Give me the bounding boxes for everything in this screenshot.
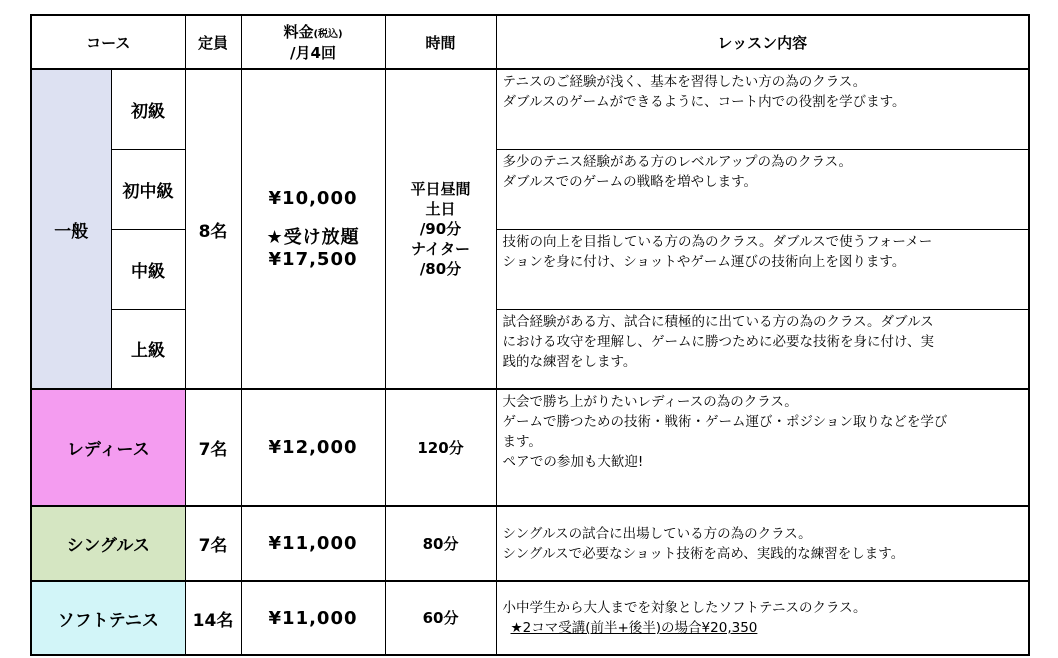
soft-capacity: 14名: [185, 581, 241, 655]
desc-line: 多少のテニス経験がある方のレベルアップの為のクラス。: [502, 153, 853, 170]
desc-line: 大会で勝ち上がりたいレディースの為のクラス。: [502, 394, 798, 410]
singles-capacity: 7名: [185, 506, 241, 581]
level-description: [496, 149, 1029, 229]
desc-line: ます。: [502, 434, 542, 450]
time-line: 土日: [425, 200, 456, 218]
time-line: /90分: [419, 220, 462, 238]
singles-course-name: シングルス: [31, 506, 185, 581]
ladies-capacity: 7名: [185, 389, 241, 506]
ladies-fee: ¥12,000: [241, 389, 385, 506]
level-description: [496, 69, 1029, 149]
table-row: [31, 506, 1029, 581]
soft-note: ★2コマ受講(前半+後半)の場合¥20,350: [510, 620, 758, 636]
level-name: 中級: [111, 229, 185, 309]
level-description: [496, 309, 1029, 389]
general-fee-regular: ¥10,000: [268, 188, 358, 209]
desc-line: シングルスで必要なショット技術を高め、実践的な練習をします。: [502, 545, 905, 562]
header-content: レッスン内容: [496, 15, 1029, 69]
singles-description: [496, 506, 1029, 581]
soft-fee: ¥11,000: [241, 581, 385, 655]
header-fee: [241, 15, 385, 69]
desc-line: 小中学生から大人までを対象としたソフトテニスのクラス。: [502, 600, 867, 616]
desc-line: における攻守を理解し、ゲームに勝つために必要な技術を身に付け、実: [502, 333, 934, 350]
general-fee: [241, 69, 385, 389]
desc-line: 試合経験がある方、試合に積極的に出ている方の為のクラス。ダブルス: [502, 313, 934, 330]
time-line: ナイター: [411, 240, 470, 258]
header-row: [31, 15, 1029, 69]
header-time: 時間: [385, 15, 496, 69]
ladies-course-name: レディース: [31, 389, 185, 506]
header-fee-tax: (税込): [313, 28, 343, 40]
soft-description: [496, 581, 1029, 655]
ladies-time: 120分: [385, 389, 496, 506]
general-course-name: 一般: [31, 69, 111, 389]
soft-course-name: ソフトテニス: [31, 581, 185, 655]
level-name: 上級: [111, 309, 185, 389]
table-row: [31, 69, 1029, 149]
singles-fee: ¥11,000: [241, 506, 385, 581]
level-name: 初中級: [111, 149, 185, 229]
desc-line: テニスのご経験が浅く、基本を習得したい方の為のクラス。: [502, 74, 867, 90]
table-row: [31, 581, 1029, 655]
general-fee-unlimited: ¥17,500: [268, 249, 358, 270]
desc-line: 技術の向上を目指している方の為のクラス。ダブルスで使うフォーメー: [502, 233, 933, 250]
time-line: /80分: [419, 260, 462, 278]
soft-time: 60分: [385, 581, 496, 655]
course-table: [30, 14, 1030, 656]
table-row: [31, 309, 1029, 389]
header-course: コース: [31, 15, 185, 69]
general-time: [385, 69, 496, 389]
singles-time: 80分: [385, 506, 496, 581]
desc-line: ダブルスのゲームができるように、コート内での役割を学びます。: [502, 94, 906, 110]
table-row: [31, 389, 1029, 506]
desc-line: シングルスの試合に出場している方の為のクラス。: [502, 525, 812, 542]
desc-line: 践的な練習をします。: [502, 353, 637, 370]
general-fee-unlimited-label: ★受け放題: [266, 227, 360, 248]
ladies-description: [496, 389, 1029, 506]
desc-line: ダブルスでのゲームの戦略を増やします。: [502, 173, 757, 190]
desc-line: ゲームで勝つための技術・戦術・ゲーム運び・ポジション取りなどを学び: [502, 414, 948, 430]
level-description: [496, 229, 1029, 309]
header-fee-main: 料金: [283, 22, 314, 41]
header-fee-per: /月4回: [290, 43, 336, 62]
table-row: [31, 229, 1029, 309]
desc-line: ペアでの参加も大歓迎!: [502, 454, 644, 470]
header-capacity: 定員: [185, 15, 241, 69]
table-row: [31, 149, 1029, 229]
time-line: 平日昼間: [410, 180, 471, 198]
general-capacity: 8名: [185, 69, 241, 389]
desc-line: ションを身に付け、ショットやゲーム運びの技術向上を図ります。: [502, 253, 906, 270]
level-name: 初級: [111, 69, 185, 149]
